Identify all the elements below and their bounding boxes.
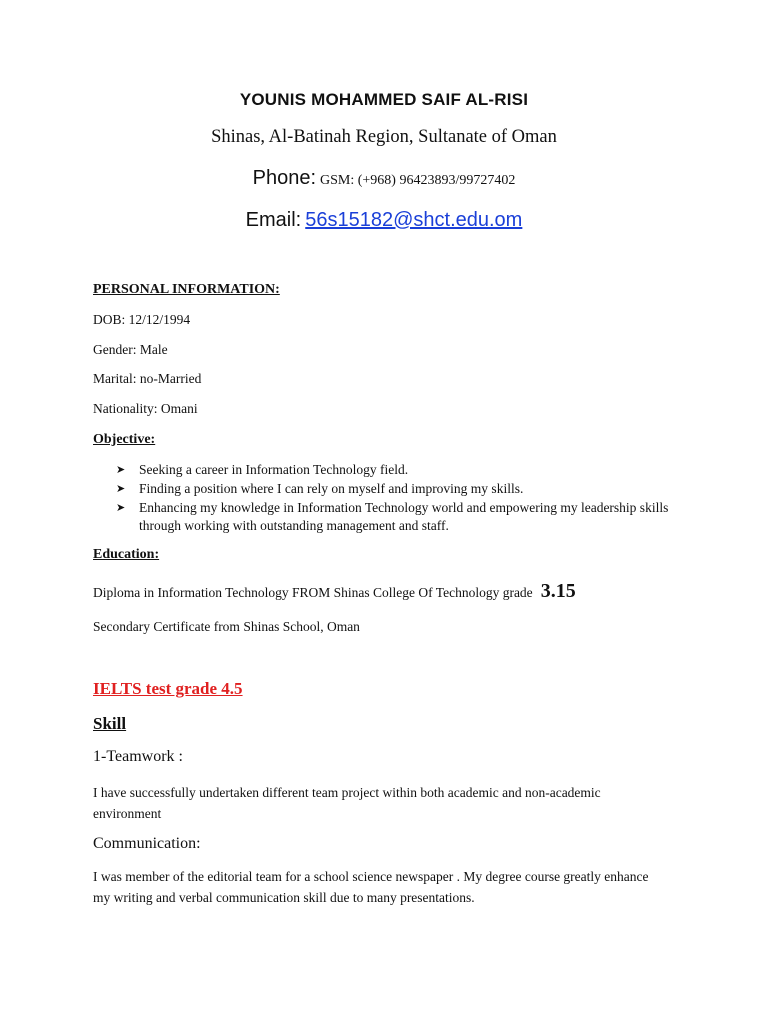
dob: DOB: 12/12/1994 [93,312,191,327]
phone-line [0,167,768,190]
teamwork-text: I have successfully undertaken different team project within both academic and non-academic environment [93,785,601,821]
gender: Gender: Male [93,342,168,357]
secondary-certificate: Secondary Certificate from Shinas School, Oman [93,619,360,634]
skill-heading: Skill [93,714,127,733]
arrow-bullet-icon: ➤ [116,501,126,514]
ielts-grade: IELTS test grade 4.5 [93,679,243,698]
diploma-text: Diploma in Information Technology FROM Shinas College Of Technology grade [93,585,533,600]
arrow-bullet-icon: ➤ [116,482,126,495]
communication-title: Communication: [93,835,201,852]
list-item: ➤ Seeking a career in Information Technology field. [116,462,409,477]
communication-text: I was member of the editorial team for a school science newspaper . My degree course greatly enhance my writing and verbal communication skill due to many presentations. [93,869,649,905]
email-label: Email: [245,209,302,231]
nationality: Nationality: Omani [93,401,198,416]
teamwork-title: 1-Teamwork : [93,748,183,765]
address: Shinas, Al-Batinah Region, Sultanate of Oman [211,127,557,147]
arrow-bullet-icon: ➤ [116,463,126,476]
phone-label: Phone: [252,167,317,189]
list-item: ➤ Finding a position where I can rely on myself and improving my skills. [116,481,524,496]
phone-number: GSM: (+968) 96423893/99727402 [320,173,516,188]
education-heading: Education: [93,547,160,562]
objective-heading: Objective: [93,432,156,447]
email-link[interactable]: 56s15182@shct.edu.om [305,209,523,231]
list-item: ➤ Enhancing my knowledge in Information Technology world and empowering my leadership skills through working with outstanding management and staff. [116,500,669,533]
candidate-name: YOUNIS MOHAMMED SAIF AL-RISI [239,90,529,109]
email-line [0,209,768,232]
diploma-grade: 3.15 [540,580,576,602]
diploma-line [93,580,576,603]
objective-list [116,461,686,536]
marital-status: Marital: no-Married [93,371,202,386]
personal-info-heading: PERSONAL INFORMATION: [93,282,280,297]
